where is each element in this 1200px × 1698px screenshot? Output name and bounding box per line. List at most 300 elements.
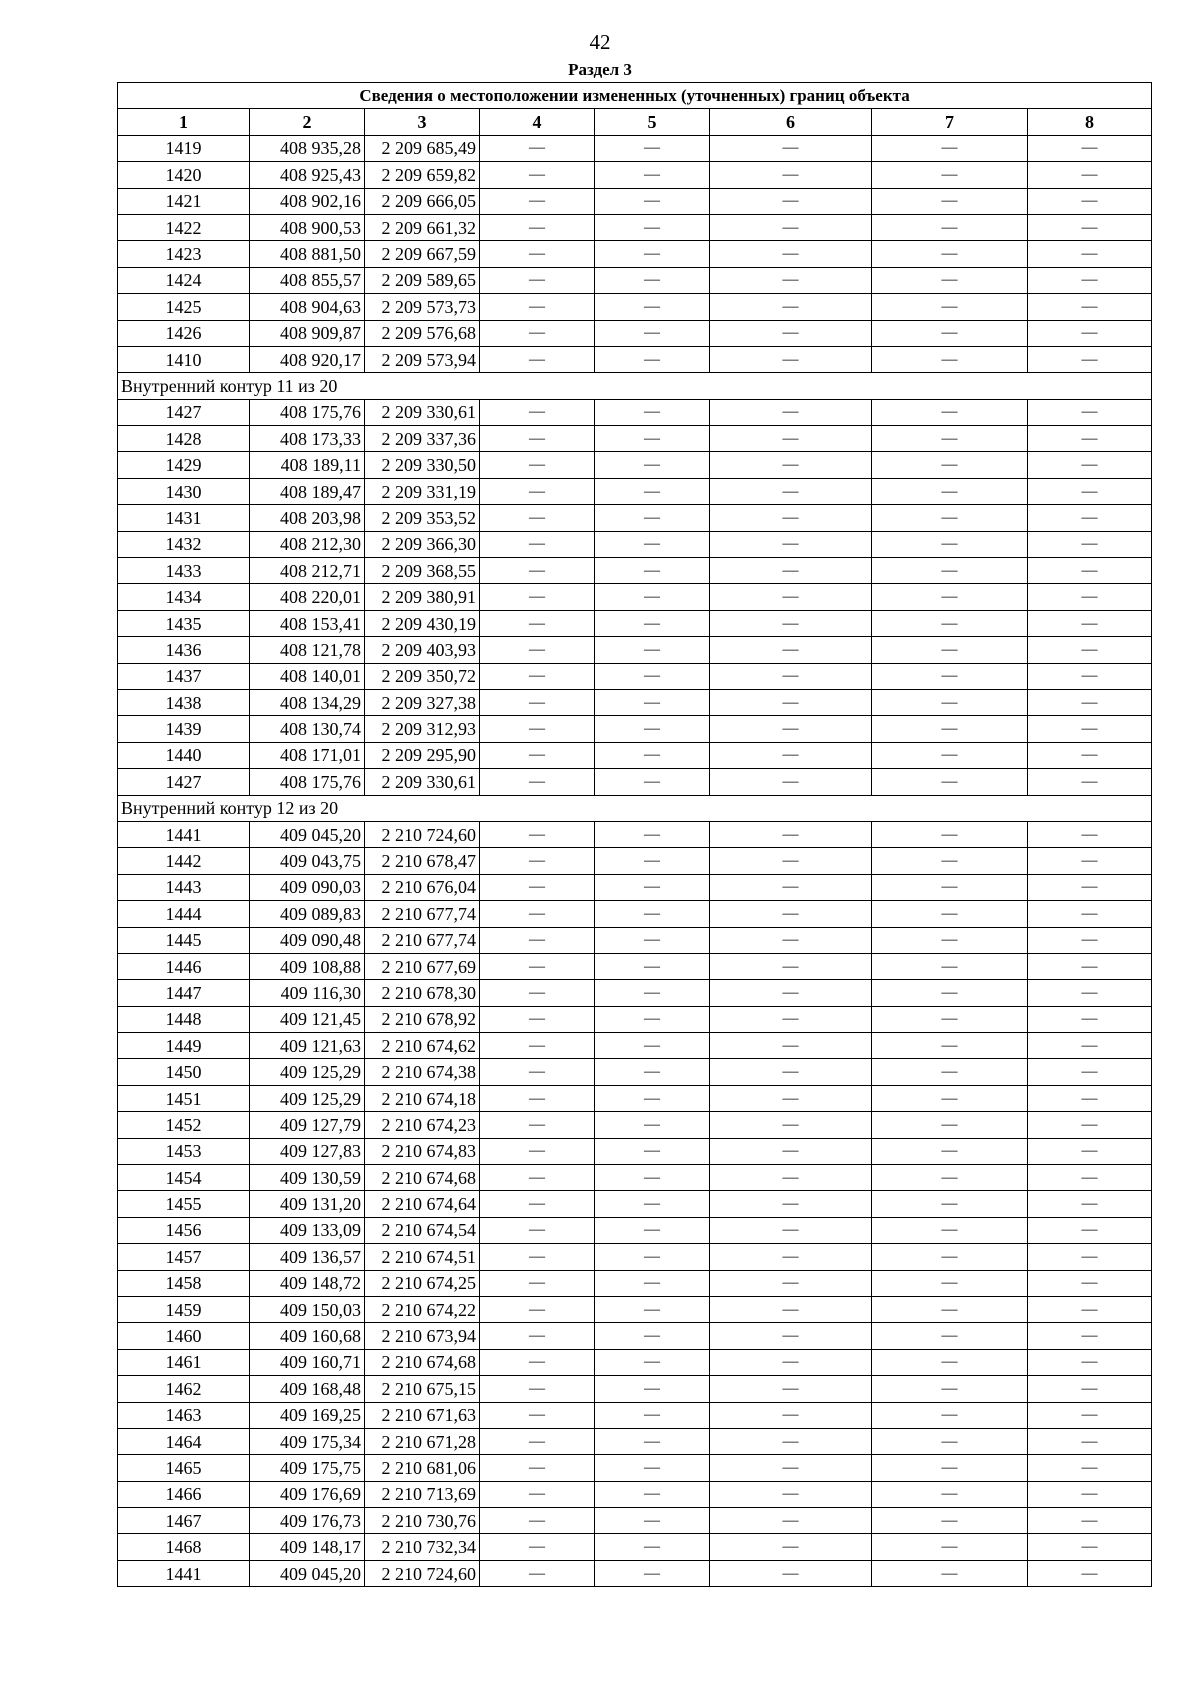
empty-value-cell: — [872,346,1028,372]
empty-value-cell: — [872,584,1028,610]
table-row [118,901,1152,927]
empty-value-cell: — [480,478,595,504]
empty-value-cell: — [480,1112,595,1138]
y-coordinate-cell: 2 209 685,49 [365,135,480,161]
x-coordinate-cell: 408 171,01 [250,742,365,768]
empty-value-cell: — [872,426,1028,452]
empty-value-cell: — [710,769,872,795]
empty-value-cell: — [595,980,710,1006]
empty-value-cell: — [480,1217,595,1243]
empty-value-cell: — [872,1560,1028,1586]
point-number-cell: 1432 [118,531,250,557]
empty-value-cell: — [595,1534,710,1560]
empty-value-cell: — [595,267,710,293]
y-coordinate-cell: 2 209 666,05 [365,188,480,214]
empty-value-cell: — [1028,241,1152,267]
y-coordinate-cell: 2 209 295,90 [365,742,480,768]
y-coordinate-cell: 2 209 330,61 [365,399,480,425]
y-coordinate-cell: 2 210 678,92 [365,1006,480,1032]
empty-value-cell: — [1028,1244,1152,1270]
empty-value-cell: — [480,1296,595,1322]
point-number-cell: 1445 [118,927,250,953]
x-coordinate-cell: 408 881,50 [250,241,365,267]
point-number-cell: 1431 [118,505,250,531]
empty-value-cell: — [1028,1138,1152,1164]
empty-value-cell: — [872,478,1028,504]
x-coordinate-cell: 408 189,47 [250,478,365,504]
empty-value-cell: — [710,953,872,979]
x-coordinate-cell: 409 125,29 [250,1085,365,1111]
empty-value-cell: — [872,1112,1028,1138]
table-row [118,505,1152,531]
empty-value-cell: — [710,1270,872,1296]
page-number: 42 [589,30,611,54]
empty-value-cell: — [595,478,710,504]
table-row [118,1481,1152,1507]
x-coordinate-cell: 408 175,76 [250,769,365,795]
empty-value-cell: — [710,452,872,478]
empty-value-cell: — [480,927,595,953]
empty-value-cell: — [595,135,710,161]
empty-value-cell: — [480,637,595,663]
point-number-cell: 1419 [118,135,250,161]
empty-value-cell: — [710,874,872,900]
table-row [118,1270,1152,1296]
empty-value-cell: — [872,505,1028,531]
empty-value-cell: — [595,346,710,372]
y-coordinate-cell: 2 209 353,52 [365,505,480,531]
column-number: 7 [872,109,1028,135]
x-coordinate-cell: 409 130,59 [250,1165,365,1191]
point-number-cell: 1446 [118,953,250,979]
empty-value-cell: — [710,1534,872,1560]
table-row [118,1534,1152,1560]
empty-value-cell: — [710,610,872,636]
empty-value-cell: — [595,637,710,663]
empty-value-cell: — [595,821,710,847]
empty-value-cell: — [480,821,595,847]
empty-value-cell: — [872,742,1028,768]
x-coordinate-cell: 409 045,20 [250,821,365,847]
empty-value-cell: — [1028,874,1152,900]
x-coordinate-cell: 409 168,48 [250,1376,365,1402]
column-number: 1 [118,109,250,135]
y-coordinate-cell: 2 210 678,30 [365,980,480,1006]
point-number-cell: 1462 [118,1376,250,1402]
empty-value-cell: — [595,505,710,531]
table-row [118,188,1152,214]
point-number-cell: 1448 [118,1006,250,1032]
empty-value-cell: — [710,1165,872,1191]
table-row [118,214,1152,240]
y-coordinate-cell: 2 209 573,94 [365,346,480,372]
empty-value-cell: — [710,505,872,531]
empty-value-cell: — [595,558,710,584]
empty-value-cell: — [1028,162,1152,188]
empty-value-cell: — [480,1455,595,1481]
empty-value-cell: — [595,848,710,874]
empty-value-cell: — [1028,1323,1152,1349]
empty-value-cell: — [872,848,1028,874]
table-row [118,267,1152,293]
empty-value-cell: — [480,1508,595,1534]
table-row [118,1033,1152,1059]
empty-value-cell: — [710,1455,872,1481]
empty-value-cell: — [480,452,595,478]
empty-value-cell: — [480,1534,595,1560]
point-number-cell: 1467 [118,1508,250,1534]
empty-value-cell: — [480,135,595,161]
contour-label: Внутренний контур 12 из 20 [118,795,1152,821]
x-coordinate-cell: 409 116,30 [250,980,365,1006]
x-coordinate-cell: 409 175,34 [250,1428,365,1454]
y-coordinate-cell: 2 210 674,18 [365,1085,480,1111]
empty-value-cell: — [1028,953,1152,979]
column-number: 6 [710,109,872,135]
x-coordinate-cell: 409 131,20 [250,1191,365,1217]
empty-value-cell: — [480,241,595,267]
empty-value-cell: — [710,663,872,689]
x-coordinate-cell: 408 909,87 [250,320,365,346]
empty-value-cell: — [872,874,1028,900]
table-row [118,637,1152,663]
y-coordinate-cell: 2 210 674,23 [365,1112,480,1138]
empty-value-cell: — [595,1349,710,1375]
empty-value-cell: — [595,1217,710,1243]
empty-value-cell: — [480,848,595,874]
y-coordinate-cell: 2 209 368,55 [365,558,480,584]
column-number: 3 [365,109,480,135]
empty-value-cell: — [480,742,595,768]
y-coordinate-cell: 2 209 330,50 [365,452,480,478]
empty-value-cell: — [480,1349,595,1375]
empty-value-cell: — [710,1244,872,1270]
y-coordinate-cell: 2 209 589,65 [365,267,480,293]
empty-value-cell: — [872,1085,1028,1111]
empty-value-cell: — [872,267,1028,293]
x-coordinate-cell: 408 855,57 [250,267,365,293]
point-number-cell: 1424 [118,267,250,293]
empty-value-cell: — [710,637,872,663]
point-number-cell: 1440 [118,742,250,768]
point-number-cell: 1468 [118,1534,250,1560]
point-number-cell: 1455 [118,1191,250,1217]
empty-value-cell: — [595,162,710,188]
empty-value-cell: — [595,1191,710,1217]
empty-value-cell: — [872,1323,1028,1349]
empty-value-cell: — [1028,1508,1152,1534]
empty-value-cell: — [1028,505,1152,531]
x-coordinate-cell: 408 175,76 [250,399,365,425]
empty-value-cell: — [595,1376,710,1402]
y-coordinate-cell: 2 210 732,34 [365,1534,480,1560]
empty-value-cell: — [480,1402,595,1428]
point-number-cell: 1450 [118,1059,250,1085]
y-coordinate-cell: 2 209 350,72 [365,663,480,689]
y-coordinate-cell: 2 209 330,61 [365,769,480,795]
table-row [118,1376,1152,1402]
empty-value-cell: — [595,1006,710,1032]
table-body [118,83,1152,1587]
empty-value-cell: — [710,1481,872,1507]
empty-value-cell: — [1028,1165,1152,1191]
empty-value-cell: — [480,294,595,320]
y-coordinate-cell: 2 209 327,38 [365,689,480,715]
empty-value-cell: — [710,742,872,768]
empty-value-cell: — [1028,1402,1152,1428]
empty-value-cell: — [595,953,710,979]
point-number-cell: 1444 [118,901,250,927]
x-coordinate-cell: 408 173,33 [250,426,365,452]
empty-value-cell: — [595,610,710,636]
x-coordinate-cell: 409 089,83 [250,901,365,927]
empty-value-cell: — [595,1508,710,1534]
empty-value-cell: — [872,1534,1028,1560]
column-number: 4 [480,109,595,135]
empty-value-cell: — [710,901,872,927]
coordinates-table [117,82,1152,1587]
empty-value-cell: — [595,1244,710,1270]
y-coordinate-cell: 2 210 677,74 [365,901,480,927]
y-coordinate-cell: 2 209 312,93 [365,716,480,742]
y-coordinate-cell: 2 210 713,69 [365,1481,480,1507]
empty-value-cell: — [480,689,595,715]
table-row [118,663,1152,689]
empty-value-cell: — [1028,188,1152,214]
empty-value-cell: — [710,320,872,346]
y-coordinate-cell: 2 210 675,15 [365,1376,480,1402]
x-coordinate-cell: 409 125,29 [250,1059,365,1085]
x-coordinate-cell: 409 121,45 [250,1006,365,1032]
point-number-cell: 1428 [118,426,250,452]
empty-value-cell: — [1028,478,1152,504]
x-coordinate-cell: 408 189,11 [250,452,365,478]
empty-value-cell: — [595,1138,710,1164]
empty-value-cell: — [710,1191,872,1217]
empty-value-cell: — [595,1165,710,1191]
table-row [118,320,1152,346]
y-coordinate-cell: 2 209 380,91 [365,584,480,610]
empty-value-cell: — [480,1270,595,1296]
empty-value-cell: — [480,716,595,742]
table-row [118,1508,1152,1534]
empty-value-cell: — [872,1006,1028,1032]
empty-value-cell: — [1028,346,1152,372]
empty-value-cell: — [1028,901,1152,927]
x-coordinate-cell: 409 150,03 [250,1296,365,1322]
x-coordinate-cell: 409 176,73 [250,1508,365,1534]
empty-value-cell: — [872,531,1028,557]
y-coordinate-cell: 2 209 573,73 [365,294,480,320]
empty-value-cell: — [710,1296,872,1322]
empty-value-cell: — [872,1191,1028,1217]
y-coordinate-cell: 2 210 674,25 [365,1270,480,1296]
empty-value-cell: — [710,1508,872,1534]
table-row [118,1428,1152,1454]
empty-value-cell: — [480,1323,595,1349]
empty-value-cell: — [595,531,710,557]
empty-value-cell: — [710,162,872,188]
empty-value-cell: — [872,610,1028,636]
empty-value-cell: — [1028,610,1152,636]
y-coordinate-cell: 2 209 337,36 [365,426,480,452]
empty-value-cell: — [480,1165,595,1191]
empty-value-cell: — [872,135,1028,161]
point-number-cell: 1421 [118,188,250,214]
point-number-cell: 1420 [118,162,250,188]
contour-header-row [118,795,1152,821]
point-number-cell: 1441 [118,1560,250,1586]
empty-value-cell: — [595,426,710,452]
empty-value-cell: — [872,769,1028,795]
empty-value-cell: — [1028,399,1152,425]
point-number-cell: 1422 [118,214,250,240]
empty-value-cell: — [710,1138,872,1164]
empty-value-cell: — [480,1481,595,1507]
y-coordinate-cell: 2 209 659,82 [365,162,480,188]
table-caption-row [118,83,1152,109]
empty-value-cell: — [1028,1455,1152,1481]
empty-value-cell: — [872,821,1028,847]
point-number-cell: 1442 [118,848,250,874]
point-number-cell: 1436 [118,637,250,663]
table-caption: Сведения о местоположении измененных (уточненных) границ объекта [118,83,1152,109]
empty-value-cell: — [710,478,872,504]
point-number-cell: 1443 [118,874,250,900]
point-number-cell: 1438 [118,689,250,715]
empty-value-cell: — [710,267,872,293]
table-row [118,927,1152,953]
x-coordinate-cell: 409 121,63 [250,1033,365,1059]
contour-header-row [118,373,1152,399]
x-coordinate-cell: 408 121,78 [250,637,365,663]
empty-value-cell: — [872,1296,1028,1322]
x-coordinate-cell: 408 140,01 [250,663,365,689]
empty-value-cell: — [1028,1270,1152,1296]
point-number-cell: 1456 [118,1217,250,1243]
point-number-cell: 1459 [118,1296,250,1322]
y-coordinate-cell: 2 210 678,47 [365,848,480,874]
empty-value-cell: — [710,1085,872,1111]
empty-value-cell: — [595,901,710,927]
empty-value-cell: — [1028,1006,1152,1032]
table-row [118,848,1152,874]
empty-value-cell: — [710,1033,872,1059]
empty-value-cell: — [480,531,595,557]
y-coordinate-cell: 2 209 331,19 [365,478,480,504]
empty-value-cell: — [1028,980,1152,1006]
empty-value-cell: — [1028,716,1152,742]
empty-value-cell: — [872,452,1028,478]
x-coordinate-cell: 409 045,20 [250,1560,365,1586]
empty-value-cell: — [480,1138,595,1164]
contour-label: Внутренний контур 11 из 20 [118,373,1152,399]
empty-value-cell: — [595,1270,710,1296]
empty-value-cell: — [872,716,1028,742]
empty-value-cell: — [595,294,710,320]
empty-value-cell: — [710,558,872,584]
y-coordinate-cell: 2 209 403,93 [365,637,480,663]
x-coordinate-cell: 409 090,48 [250,927,365,953]
empty-value-cell: — [1028,637,1152,663]
table-row [118,162,1152,188]
y-coordinate-cell: 2 210 730,76 [365,1508,480,1534]
empty-value-cell: — [595,1085,710,1111]
table-row [118,1217,1152,1243]
x-coordinate-cell: 409 090,03 [250,874,365,900]
empty-value-cell: — [710,241,872,267]
empty-value-cell: — [480,1033,595,1059]
point-number-cell: 1463 [118,1402,250,1428]
empty-value-cell: — [480,267,595,293]
empty-value-cell: — [595,241,710,267]
point-number-cell: 1464 [118,1428,250,1454]
empty-value-cell: — [480,214,595,240]
table-row [118,1006,1152,1032]
empty-value-cell: — [595,742,710,768]
empty-value-cell: — [872,1349,1028,1375]
point-number-cell: 1423 [118,241,250,267]
y-coordinate-cell: 2 209 366,30 [365,531,480,557]
empty-value-cell: — [1028,267,1152,293]
empty-value-cell: — [480,769,595,795]
table-row [118,1165,1152,1191]
x-coordinate-cell: 408 902,16 [250,188,365,214]
y-coordinate-cell: 2 210 671,28 [365,1428,480,1454]
empty-value-cell: — [1028,320,1152,346]
x-coordinate-cell: 409 148,17 [250,1534,365,1560]
table-row [118,610,1152,636]
point-number-cell: 1437 [118,663,250,689]
x-coordinate-cell: 408 153,41 [250,610,365,636]
empty-value-cell: — [595,1033,710,1059]
empty-value-cell: — [872,162,1028,188]
table-row [118,953,1152,979]
table-row [118,742,1152,768]
empty-value-cell: — [1028,294,1152,320]
table-row [118,716,1152,742]
point-number-cell: 1410 [118,346,250,372]
empty-value-cell: — [1028,426,1152,452]
empty-value-cell: — [710,980,872,1006]
empty-value-cell: — [710,1349,872,1375]
empty-value-cell: — [710,1217,872,1243]
empty-value-cell: — [710,927,872,953]
empty-value-cell: — [710,1376,872,1402]
empty-value-cell: — [595,452,710,478]
table-row [118,1296,1152,1322]
table-row [118,584,1152,610]
table-row [118,399,1152,425]
x-coordinate-cell: 408 212,30 [250,531,365,557]
point-number-cell: 1427 [118,399,250,425]
empty-value-cell: — [710,1560,872,1586]
point-number-cell: 1461 [118,1349,250,1375]
y-coordinate-cell: 2 209 430,19 [365,610,480,636]
empty-value-cell: — [595,769,710,795]
empty-value-cell: — [872,320,1028,346]
empty-value-cell: — [710,426,872,452]
empty-value-cell: — [595,320,710,346]
y-coordinate-cell: 2 209 576,68 [365,320,480,346]
empty-value-cell: — [872,927,1028,953]
y-coordinate-cell: 2 210 673,94 [365,1323,480,1349]
x-coordinate-cell: 409 043,75 [250,848,365,874]
point-number-cell: 1429 [118,452,250,478]
empty-value-cell: — [1028,1376,1152,1402]
table-row [118,980,1152,1006]
y-coordinate-cell: 2 210 674,51 [365,1244,480,1270]
